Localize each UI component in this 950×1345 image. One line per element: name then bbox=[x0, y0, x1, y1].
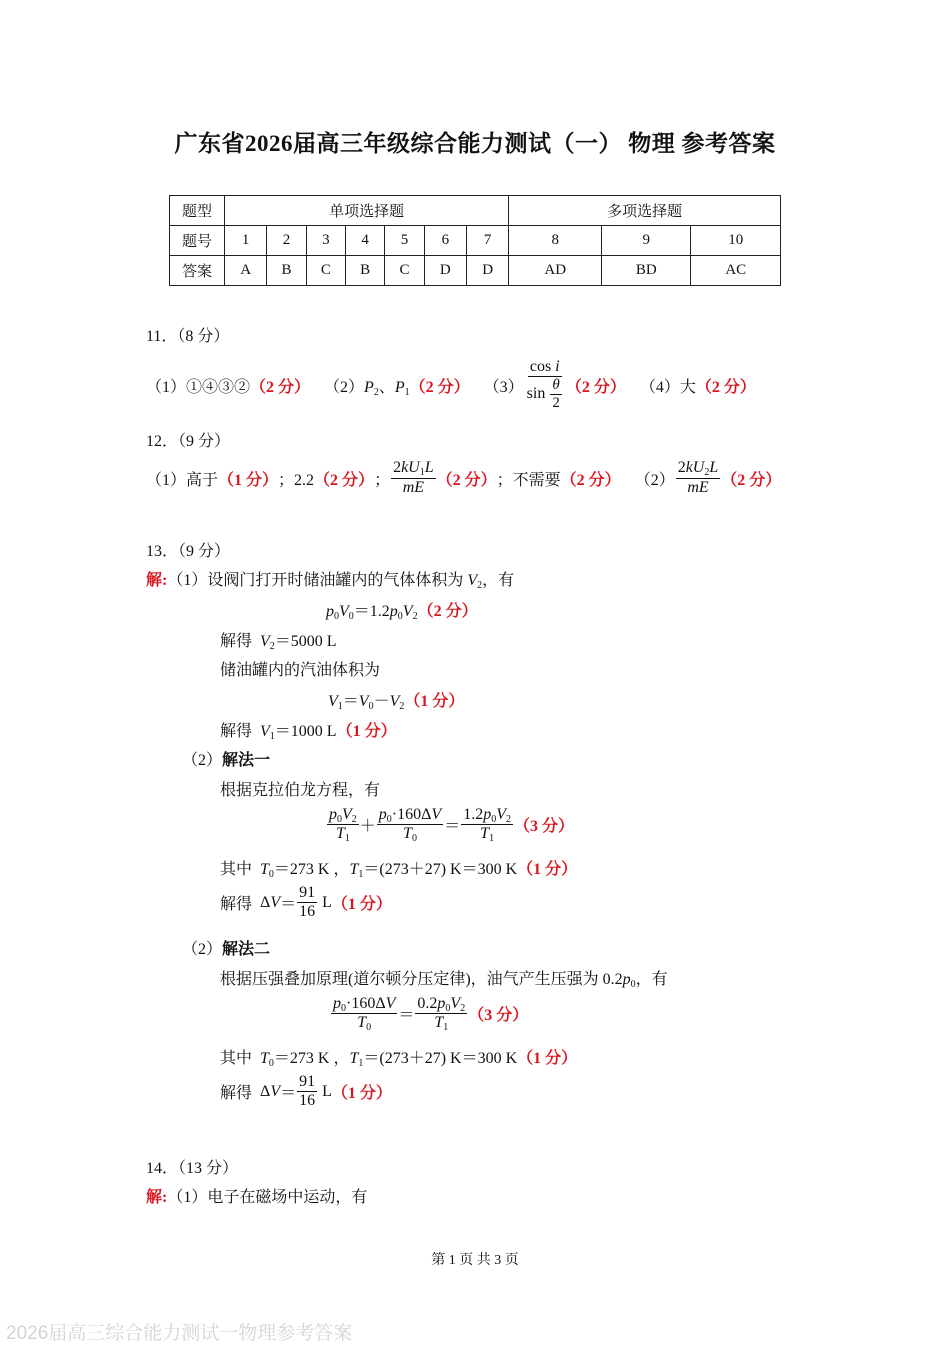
solve-label: 解得 bbox=[220, 633, 253, 650]
fraction: $\frac{0.2p_0V_2}{T_1}$ bbox=[417, 995, 466, 1034]
q13-gas-volume: 储油罐内的汽油体积为 bbox=[220, 662, 381, 679]
t1-value: ＝(273＋27) K＝300 K bbox=[363, 1050, 518, 1067]
table-cell: 题号 bbox=[170, 226, 225, 256]
table-cell: 4 bbox=[346, 226, 385, 256]
table-cell: B bbox=[346, 256, 385, 286]
solve-label: 解得 bbox=[220, 723, 253, 740]
unit: L bbox=[322, 1082, 332, 1100]
q13-eq3: $\frac{p_0V_2}{T_1}$ ＋ $\frac{p_0\cdot 160\Delta V}{T_0}$ ＝ $\frac{1.2p_0V_2}{T_1}$ （3 分） bbox=[329, 806, 575, 845]
table-cell: 10 bbox=[691, 226, 781, 256]
score: （1 分） bbox=[331, 896, 392, 914]
v1-result: ＝1000 L bbox=[274, 723, 337, 740]
q13-eq1 bbox=[326, 598, 478, 621]
table-row bbox=[170, 256, 781, 286]
table-cell: 答案 bbox=[170, 256, 225, 286]
q13-intro-line bbox=[146, 567, 514, 590]
table-cell: A bbox=[225, 256, 267, 286]
table-cell: 7 bbox=[467, 226, 509, 256]
fraction: $\frac{p_0\cdot 160\Delta V}{T_0}$ bbox=[378, 806, 442, 845]
table-cell: 8 bbox=[509, 226, 602, 256]
table-cell: 6 bbox=[424, 226, 466, 256]
page-title: 广东省2026届高三年级综合能力测试（一） 物理 参考答案 bbox=[174, 131, 776, 156]
score: （1 分） bbox=[336, 723, 397, 740]
q11-part2: （2） bbox=[324, 378, 365, 396]
method1-label: 解法一 bbox=[222, 752, 271, 769]
table-row bbox=[170, 226, 781, 256]
q11-formula-p2p1: $P_2$、$P_1$ bbox=[364, 378, 410, 398]
q13-temps-line: 其中 $T_0=273$ K ，$T_1=(273+27)$ K＝300 K（1 分） bbox=[220, 861, 578, 880]
q13-eq4: $\frac{p_0\cdot 160\Delta V}{T_0}$ ＝ $\frac{0.2p_0V_2}{T_1}$ （3 分） bbox=[333, 995, 529, 1034]
q13-intro: （1）设阀门打开时储油罐内的气体体积为 bbox=[167, 572, 468, 589]
score: （2 分） bbox=[721, 471, 782, 489]
q12-heading: 12．（9 分） bbox=[146, 433, 231, 450]
score: （1 分） bbox=[331, 1085, 392, 1103]
q11-part4: （4）大 bbox=[639, 378, 696, 396]
fraction-91-16: $\frac{91}{16}$ bbox=[299, 1073, 316, 1110]
q14-heading: 14．（13 分） bbox=[146, 1160, 239, 1177]
q12-part4: ；不需要 bbox=[496, 471, 561, 489]
dalton-end: ，有 bbox=[635, 971, 668, 988]
q14-intro-line bbox=[146, 1184, 367, 1207]
score: （2 分） bbox=[695, 378, 756, 396]
table-row bbox=[170, 196, 781, 226]
solution-label: 解: bbox=[146, 1189, 168, 1206]
q12-formula-u1: $\frac{2kU_1L}{mE}$ bbox=[393, 459, 434, 496]
table-cell: D bbox=[467, 256, 509, 286]
table-cell: 5 bbox=[385, 226, 424, 256]
q13-clapeyron: 根据克拉伯龙方程，有 bbox=[220, 782, 381, 799]
watermark: 2026届高三综合能力测试一物理参考答案 bbox=[6, 1323, 353, 1344]
solve-label: 解得 bbox=[220, 896, 253, 914]
score: （2 分） bbox=[560, 471, 621, 489]
equation-boyle: $p_0V_0=1.2p_0V_2$ bbox=[326, 603, 418, 622]
score: （2 分） bbox=[250, 378, 311, 396]
table-cell: 2 bbox=[267, 226, 306, 256]
score: （3 分） bbox=[514, 818, 575, 836]
q11-part1: （1）①④③② bbox=[146, 378, 251, 396]
fraction-91-16: $\frac{91}{16}$ bbox=[299, 884, 316, 921]
unit: L bbox=[322, 893, 332, 911]
table-cell: C bbox=[306, 256, 345, 286]
table-cell: AD bbox=[509, 256, 602, 286]
q14-intro: （1）电子在磁场中运动，有 bbox=[167, 1189, 368, 1206]
q11-part3: （3） bbox=[483, 378, 524, 396]
table-cell: 3 bbox=[306, 226, 345, 256]
q13-v1-line: 解得 $V_1=1000$ L（1 分） bbox=[220, 723, 397, 742]
table-cell: 1 bbox=[225, 226, 267, 256]
q11-heading: 11．（8 分） bbox=[146, 328, 230, 345]
fraction: $\frac{p_0\cdot 160\Delta V}{T_0}$ bbox=[333, 995, 396, 1034]
q13-heading: 13．（9 分） bbox=[146, 543, 231, 560]
solution-label: 解: bbox=[146, 572, 168, 589]
q11-formula-cos-over-sin: cos i sin $\frac{\theta}{2}$ bbox=[526, 357, 560, 412]
equation-volume: $V_1=V_0-V_2$ bbox=[328, 693, 405, 712]
q12-part5: （2） bbox=[634, 471, 675, 489]
score: （2 分） bbox=[409, 378, 470, 396]
table-cell: D bbox=[424, 256, 466, 286]
q13-temps-line-2: 其中 $T_0=273$ K ，$T_1=(273+27)$ K＝300 K（1 分） bbox=[220, 1050, 578, 1069]
solve-label: 解得 bbox=[220, 1085, 253, 1103]
q13-v2-line: 解得 $V_2=5000$ L bbox=[220, 633, 337, 652]
var-v2: $V_2$ bbox=[467, 572, 483, 591]
v2-result: ＝5000 L bbox=[274, 633, 337, 650]
score: （2 分） bbox=[436, 471, 497, 489]
table-cell: AC bbox=[691, 256, 781, 286]
table-cell: 题型 bbox=[170, 196, 225, 226]
answer-table bbox=[169, 195, 781, 286]
q13-eq2 bbox=[328, 688, 464, 711]
q12-sep: ； bbox=[374, 471, 391, 489]
page-footer: 第 1 页 共 3 页 bbox=[431, 1253, 519, 1268]
score: （3 分） bbox=[468, 1007, 529, 1025]
score: （2 分） bbox=[565, 378, 626, 396]
q12-answers bbox=[146, 456, 781, 500]
where-label: 其中 bbox=[220, 861, 253, 878]
table-cell: BD bbox=[602, 256, 691, 286]
q13-intro-end: ，有 bbox=[482, 572, 515, 589]
q13-method2-line bbox=[182, 936, 270, 959]
q13-dv-line-2: 解得 Δ V ＝ $\frac{91}{16}$ L （1 分） bbox=[220, 1073, 392, 1110]
table-cell: 多项选择题 bbox=[509, 196, 781, 226]
q12-value: ；2.2 bbox=[278, 471, 315, 489]
t0-value: ＝273 K ， bbox=[273, 861, 350, 878]
q11-answers bbox=[146, 352, 756, 418]
score: （2 分） bbox=[417, 603, 478, 620]
part-label: （2） bbox=[182, 941, 223, 958]
q12-part1: （1）高于 bbox=[146, 471, 219, 489]
q12-formula-u2: $\frac{2kU_2L}{mE}$ bbox=[677, 459, 719, 496]
table-cell: 单项选择题 bbox=[225, 196, 509, 226]
where-label: 其中 bbox=[220, 1050, 253, 1067]
table-cell: 9 bbox=[602, 226, 691, 256]
q13-dv-line: 解得 Δ V ＝ $\frac{91}{16}$ L （1 分） bbox=[220, 884, 392, 921]
score: （2 分） bbox=[314, 471, 375, 489]
q13-dalton-line: 根据压强叠加原理(道尔顿分压定律)，油气产生压强为 $0.2p_0$，有 bbox=[220, 971, 668, 990]
table-cell: C bbox=[385, 256, 424, 286]
score: （1 分） bbox=[404, 693, 465, 710]
method2-label: 解法二 bbox=[222, 941, 271, 958]
t1-value: ＝(273＋27) K＝300 K bbox=[363, 861, 518, 878]
part-label: （2） bbox=[182, 752, 223, 769]
fraction: $\frac{p_0V_2}{T_1}$ bbox=[329, 806, 357, 845]
dalton-text: 根据压强叠加原理(道尔顿分压定律)，油气产生压强为 0.2 bbox=[220, 971, 623, 988]
score: （1 分） bbox=[218, 471, 279, 489]
q13-method1-line bbox=[182, 747, 270, 770]
score: （1 分） bbox=[517, 861, 578, 878]
score: （1 分） bbox=[517, 1050, 578, 1067]
table-cell: B bbox=[267, 256, 306, 286]
t0-value: ＝273 K ， bbox=[273, 1050, 350, 1067]
fraction: $\frac{1.2p_0V_2}{T_1}$ bbox=[463, 806, 511, 845]
